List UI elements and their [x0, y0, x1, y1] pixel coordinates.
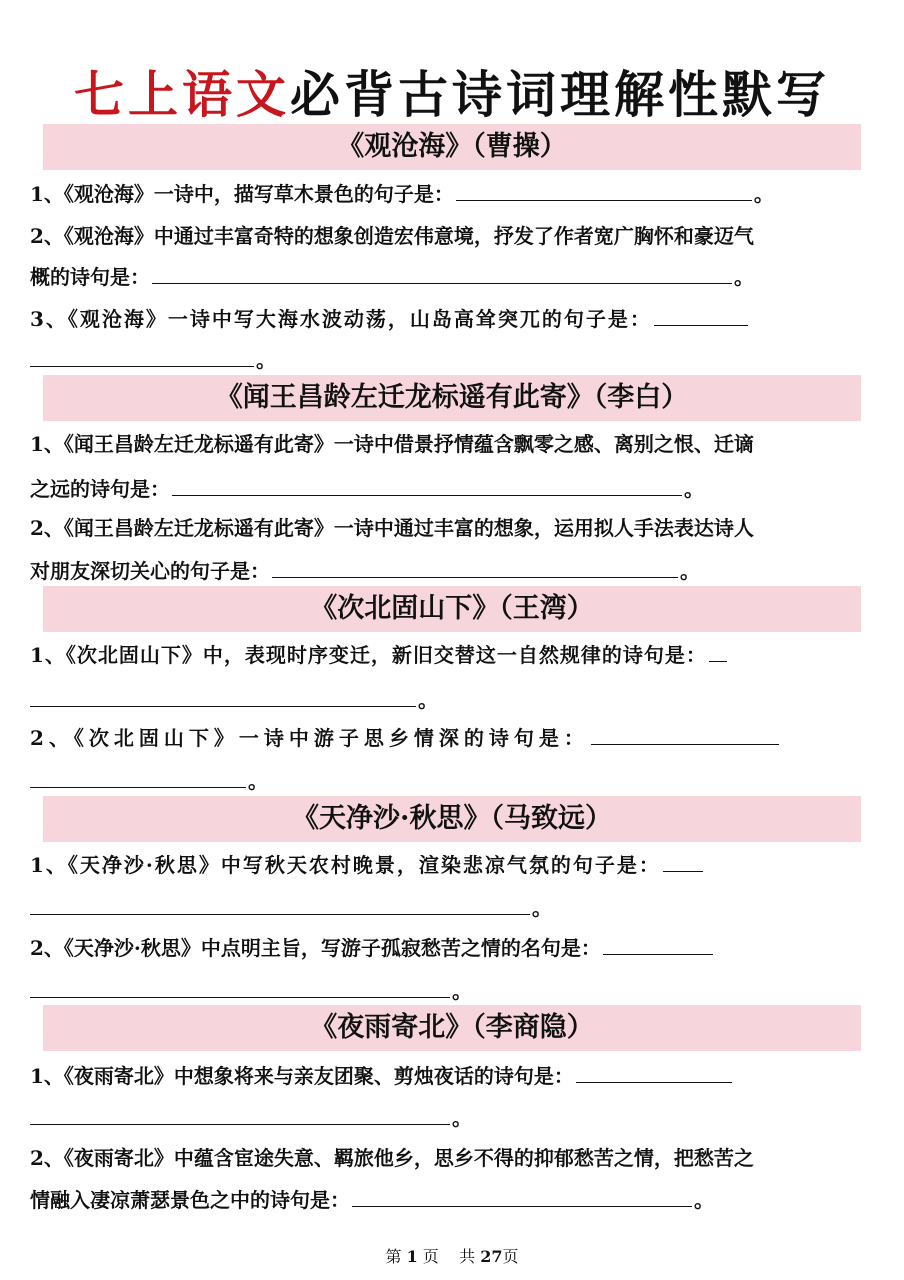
question-text: 2、《夜雨寄北》中蕴含宦途失意、羁旅他乡，思乡不得的抑郁愁苦之情，把愁苦之	[30, 1146, 754, 1170]
question-line	[30, 1144, 862, 1172]
question-line	[30, 641, 862, 669]
total-label: 共	[459, 1247, 476, 1266]
end-mark: 。	[684, 477, 704, 501]
total-pages: 27	[480, 1247, 503, 1266]
end-mark: 。	[418, 688, 438, 712]
question-line	[30, 346, 862, 374]
question-text: 概的诗句是：	[30, 265, 150, 289]
end-mark: 。	[753, 182, 774, 206]
end-mark: 。	[452, 1106, 472, 1130]
question-line	[30, 305, 862, 333]
answer-blank[interactable]	[172, 477, 682, 496]
answer-blank[interactable]	[30, 688, 416, 707]
question-line	[30, 180, 862, 208]
question-line	[30, 557, 862, 585]
question-line	[30, 263, 862, 291]
answer-blank[interactable]	[30, 896, 530, 915]
section-heading: 《夜雨寄北》（李商隐）	[43, 1005, 861, 1051]
end-mark: 。	[256, 348, 276, 372]
question-text: 1、《闻王昌龄左迁龙标遥有此寄》一诗中借景抒情蕴含飘零之感、离别之恨、迁谪	[30, 432, 754, 456]
answer-blank[interactable]	[272, 559, 678, 578]
question-line	[30, 851, 862, 879]
section-heading: 《观沧海》（曹操）	[43, 124, 861, 170]
question-text: 之远的诗句是：	[30, 477, 170, 501]
page-label: 第	[385, 1247, 402, 1266]
section-heading: 《次北固山下》（王湾）	[43, 586, 861, 632]
question-text: 2、《观沧海》中通过丰富奇特的想象创造宏伟意境，抒发了作者宽广胸怀和豪迈气	[30, 224, 754, 248]
question-line	[30, 724, 862, 752]
answer-blank[interactable]	[30, 1106, 450, 1125]
total-unit: 页	[502, 1247, 519, 1266]
end-mark: 。	[248, 769, 268, 793]
question-text: 2、《次北固山下》一诗中游子思乡情深的诗句是：	[30, 726, 589, 750]
question-text: 情融入凄凉萧瑟景色之中的诗句是：	[30, 1188, 350, 1212]
question-line	[30, 1062, 862, 1090]
question-text: 对朋友深切关心的句子是：	[30, 559, 270, 583]
answer-blank[interactable]	[591, 726, 779, 745]
end-mark: 。	[680, 559, 700, 583]
question-line	[30, 977, 862, 1005]
section-heading: 《天净沙·秋思》（马致远）	[43, 796, 861, 842]
section-heading: 《闻王昌龄左迁龙标遥有此寄》（李白）	[43, 375, 861, 421]
question-line	[30, 686, 862, 714]
title-highlight: 七上语文	[74, 66, 290, 124]
question-text: 2、《天净沙·秋思》中点明主旨，写游子孤寂愁苦之情的名句是：	[30, 936, 601, 960]
answer-blank[interactable]	[30, 979, 450, 998]
title-rest: 必背古诗词理解性默写	[290, 66, 830, 124]
answer-blank[interactable]	[30, 769, 246, 788]
question-text: 3、《观沧海》一诗中写大海水波动荡，山岛高耸突兀的句子是：	[30, 307, 652, 331]
question-text: 2、《闻王昌龄左迁龙标遥有此寄》一诗中通过丰富的想象，运用拟人手法表达诗人	[30, 516, 754, 540]
answer-blank[interactable]	[709, 643, 727, 662]
page-number: 1	[406, 1247, 418, 1266]
end-mark: 。	[694, 1188, 714, 1212]
question-line	[30, 1104, 862, 1132]
page-title	[0, 60, 904, 130]
answer-blank[interactable]	[654, 307, 748, 326]
answer-blank[interactable]	[152, 265, 732, 284]
question-line	[30, 475, 862, 503]
question-text: 1、《观沧海》一诗中，描写草木景色的句子是：	[30, 182, 454, 206]
end-mark: 。	[532, 896, 552, 920]
answer-blank[interactable]	[456, 182, 752, 201]
answer-blank[interactable]	[576, 1064, 732, 1083]
question-text: 1、《夜雨寄北》中想象将来与亲友团聚、剪烛夜话的诗句是：	[30, 1064, 574, 1088]
question-line	[30, 1186, 862, 1214]
answer-blank[interactable]	[30, 348, 254, 367]
question-text: 1、《天净沙·秋思》中写秋天农村晚景，渲染悲凉气氛的句子是：	[30, 853, 661, 877]
question-line	[30, 934, 862, 962]
question-line	[30, 430, 862, 458]
page-unit: 页	[422, 1247, 439, 1266]
answer-blank[interactable]	[663, 853, 703, 872]
question-line	[30, 767, 862, 795]
question-line	[30, 894, 862, 922]
end-mark: 。	[452, 979, 472, 1003]
question-line	[30, 222, 862, 250]
answer-blank[interactable]	[603, 936, 713, 955]
answer-blank[interactable]	[352, 1188, 692, 1207]
question-line	[30, 514, 862, 542]
page-footer	[0, 1244, 904, 1267]
end-mark: 。	[734, 265, 754, 289]
question-text: 1、《次北固山下》中，表现时序变迁，新旧交替这一自然规律的诗句是：	[30, 643, 707, 667]
